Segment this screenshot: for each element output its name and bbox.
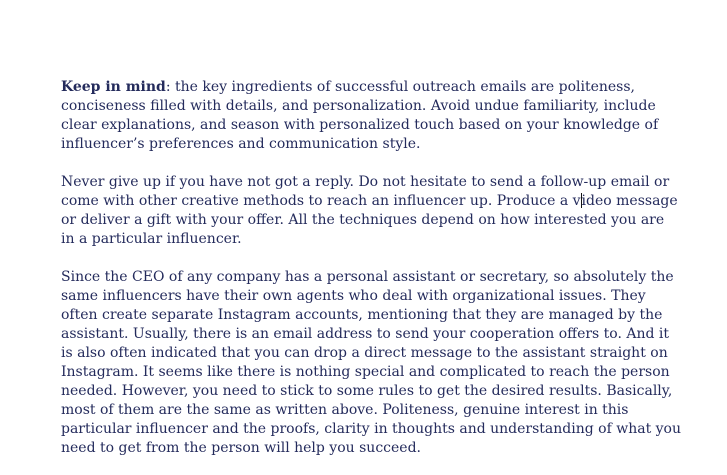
paragraph-keep-in-mind[interactable]	[61, 78, 681, 154]
paragraph-text: : the key ingredients of successful outreach emails are politeness, conciseness filled with details, and personalization. Avoid undue familiarity, include clear explanations, and season with personalized touch based on your knowledge of influencer’s preferences and communication style.	[61, 79, 659, 152]
paragraph-since-the-ceo[interactable]	[61, 268, 681, 458]
paragraph-never-give-up[interactable]	[61, 173, 681, 249]
paragraph-text: Since the CEO of any company has a personal assistant or secretary, so absolutely the same influencers have their own agents who deal with organizational issues. They often create separate Instagram accounts, mentioning that they are managed by the assistant. Usually, there is an email address to send your cooperation offers to. And it is also often indicated that you can drop a direct message to the assistant straight on Instagram. It seems like there is nothing special and complicated to reach the person needed. However, you need to stick to some rules to get the desired results. Basically, most of them are the same as written above. Politeness, genuine interest in this particular influencer and the proofs, clarity in thoughts and understanding of what you need to get from the person will help you succeed.	[61, 269, 681, 456]
paragraph-text-after-caret: ideo message or deliver a gift with your offer. All the techniques depend on how interested you are in a particular influencer.	[61, 193, 678, 247]
paragraph-bold-lead: Keep in mind	[61, 79, 166, 95]
paragraph-text-before-caret: Never give up if you have not got a reply. Do not hesitate to send a follow-up email or come with other creative methods to reach an influencer up. Produce a v	[61, 174, 670, 209]
